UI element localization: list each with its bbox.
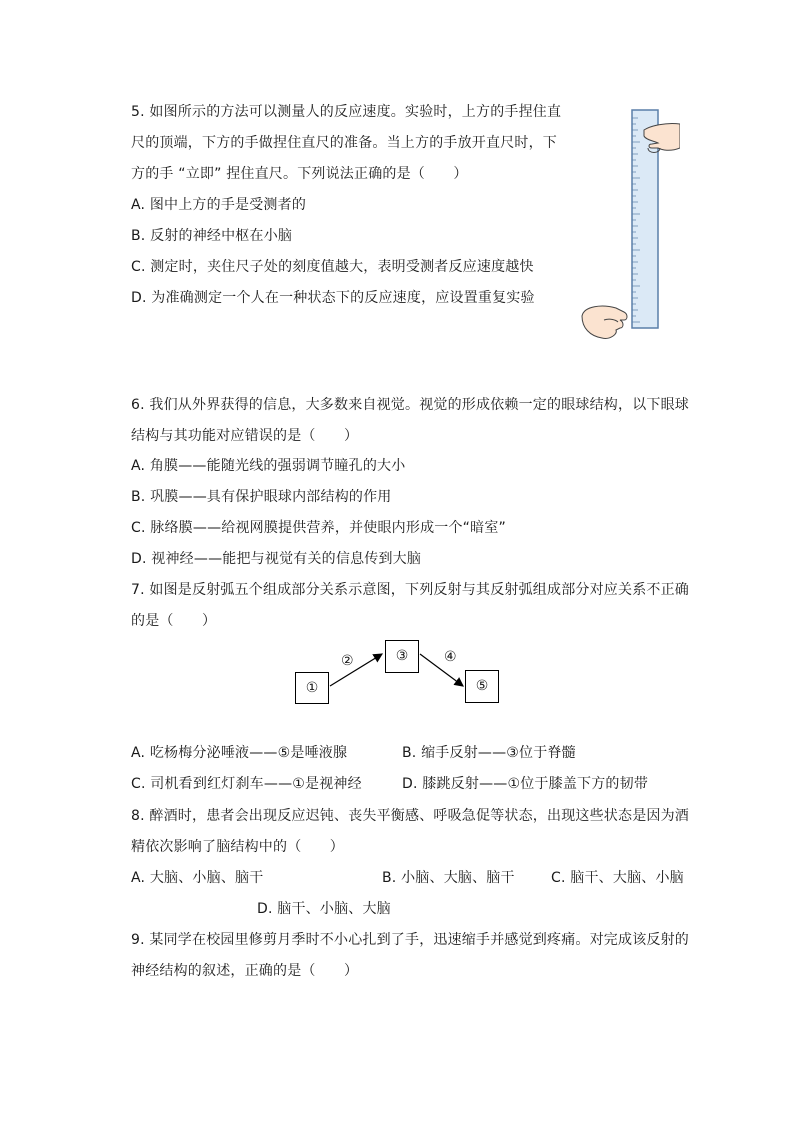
lower-hand-icon <box>582 306 627 338</box>
receptor-box: ① <box>295 672 329 704</box>
arrow-afferent <box>330 654 382 686</box>
q8-option-d: D. 脑干、小脑、大脑 <box>257 901 391 917</box>
q8-option-b: B. 小脑、大脑、脑干 <box>382 870 515 886</box>
q6-option-c: C. 脉络膜——给视网膜提供营养，并使眼内形成一个“暗室” <box>131 520 506 536</box>
q5-option-b: B. 反射的神经中枢在小脑 <box>131 228 293 244</box>
effector-box: ⑤ <box>465 670 499 703</box>
q8-stem-line1: 8. 醉酒时，患者会出现反应迟钝、丧失平衡感、呼吸急促等状态，出现这些状态是因为酒 <box>131 808 690 824</box>
q7-option-d: D. 膝跳反射——①位于膝盖下方的韧带 <box>402 776 649 792</box>
q6-option-b: B. 巩膜——具有保护眼球内部结构的作用 <box>131 489 392 505</box>
center-box: ③ <box>385 640 419 673</box>
q5-stem-line2: 尺的顶端，下方的手做捏住直尺的准备。当上方的手放开直尺时，下 <box>131 135 557 151</box>
q6-option-a: A. 角膜——能随光线的强弱调节瞳孔的大小 <box>131 458 406 474</box>
q5-stem-line1: 5. 如图所示的方法可以测量人的反应速度。实验时，上方的手捏住直 <box>131 104 562 120</box>
q5-option-c: C. 测定时，夹住尺子处的刻度值越大，表明受测者反应速度越快 <box>131 259 534 275</box>
q8-stem-line2: 精依次影响了脑结构中的（ ） <box>131 839 344 855</box>
q7-option-a: A. 吃杨梅分泌唾液——⑤是唾液腺 <box>131 745 348 761</box>
q7-stem-line2: 的是（ ） <box>131 613 217 629</box>
q5-option-d: D. 为准确测定一个人在一种状态下的反应速度，应设置重复实验 <box>131 290 535 306</box>
q9-stem-line1: 9. 某同学在校园里修剪月季时不小心扎到了手，迅速缩手并感觉到疼痛。对完成该反射的 <box>131 932 690 948</box>
q8-option-c: C. 脑干、大脑、小脑 <box>551 870 684 886</box>
q6-stem-line1: 6. 我们从外界获得的信息，大多数来自视觉。视觉的形成依赖一定的眼球结构，以下眼球 <box>131 397 690 413</box>
q8-option-a: A. 大脑、小脑、脑干 <box>131 870 264 886</box>
efferent-label: ④ <box>444 649 457 665</box>
q6-stem-line2: 结构与其功能对应错误的是（ ） <box>131 428 359 444</box>
q5-stem-line3: 方的手 “立即” 捏住直尺。下列说法正确的是（ ） <box>131 166 468 182</box>
q7-option-b: B. 缩手反射——③位于脊髓 <box>402 745 576 761</box>
q7-option-c: C. 司机看到红灯刹车——①是视神经 <box>131 776 362 792</box>
afferent-label: ② <box>341 653 354 669</box>
reflex-arc-diagram <box>290 636 505 708</box>
q6-option-d: D. 视神经——能把与视觉有关的信息传到大脑 <box>131 551 422 567</box>
q5-option-a: A. 图中上方的手是受测者的 <box>131 197 307 213</box>
ruler-reaction-test-figure <box>580 108 680 344</box>
q7-stem-line1: 7. 如图是反射弧五个组成部分关系示意图，下列反射与其反射弧组成部分对应关系不正确 <box>131 582 690 598</box>
q9-stem-line2: 神经结构的叙述，正确的是（ ） <box>131 963 359 979</box>
